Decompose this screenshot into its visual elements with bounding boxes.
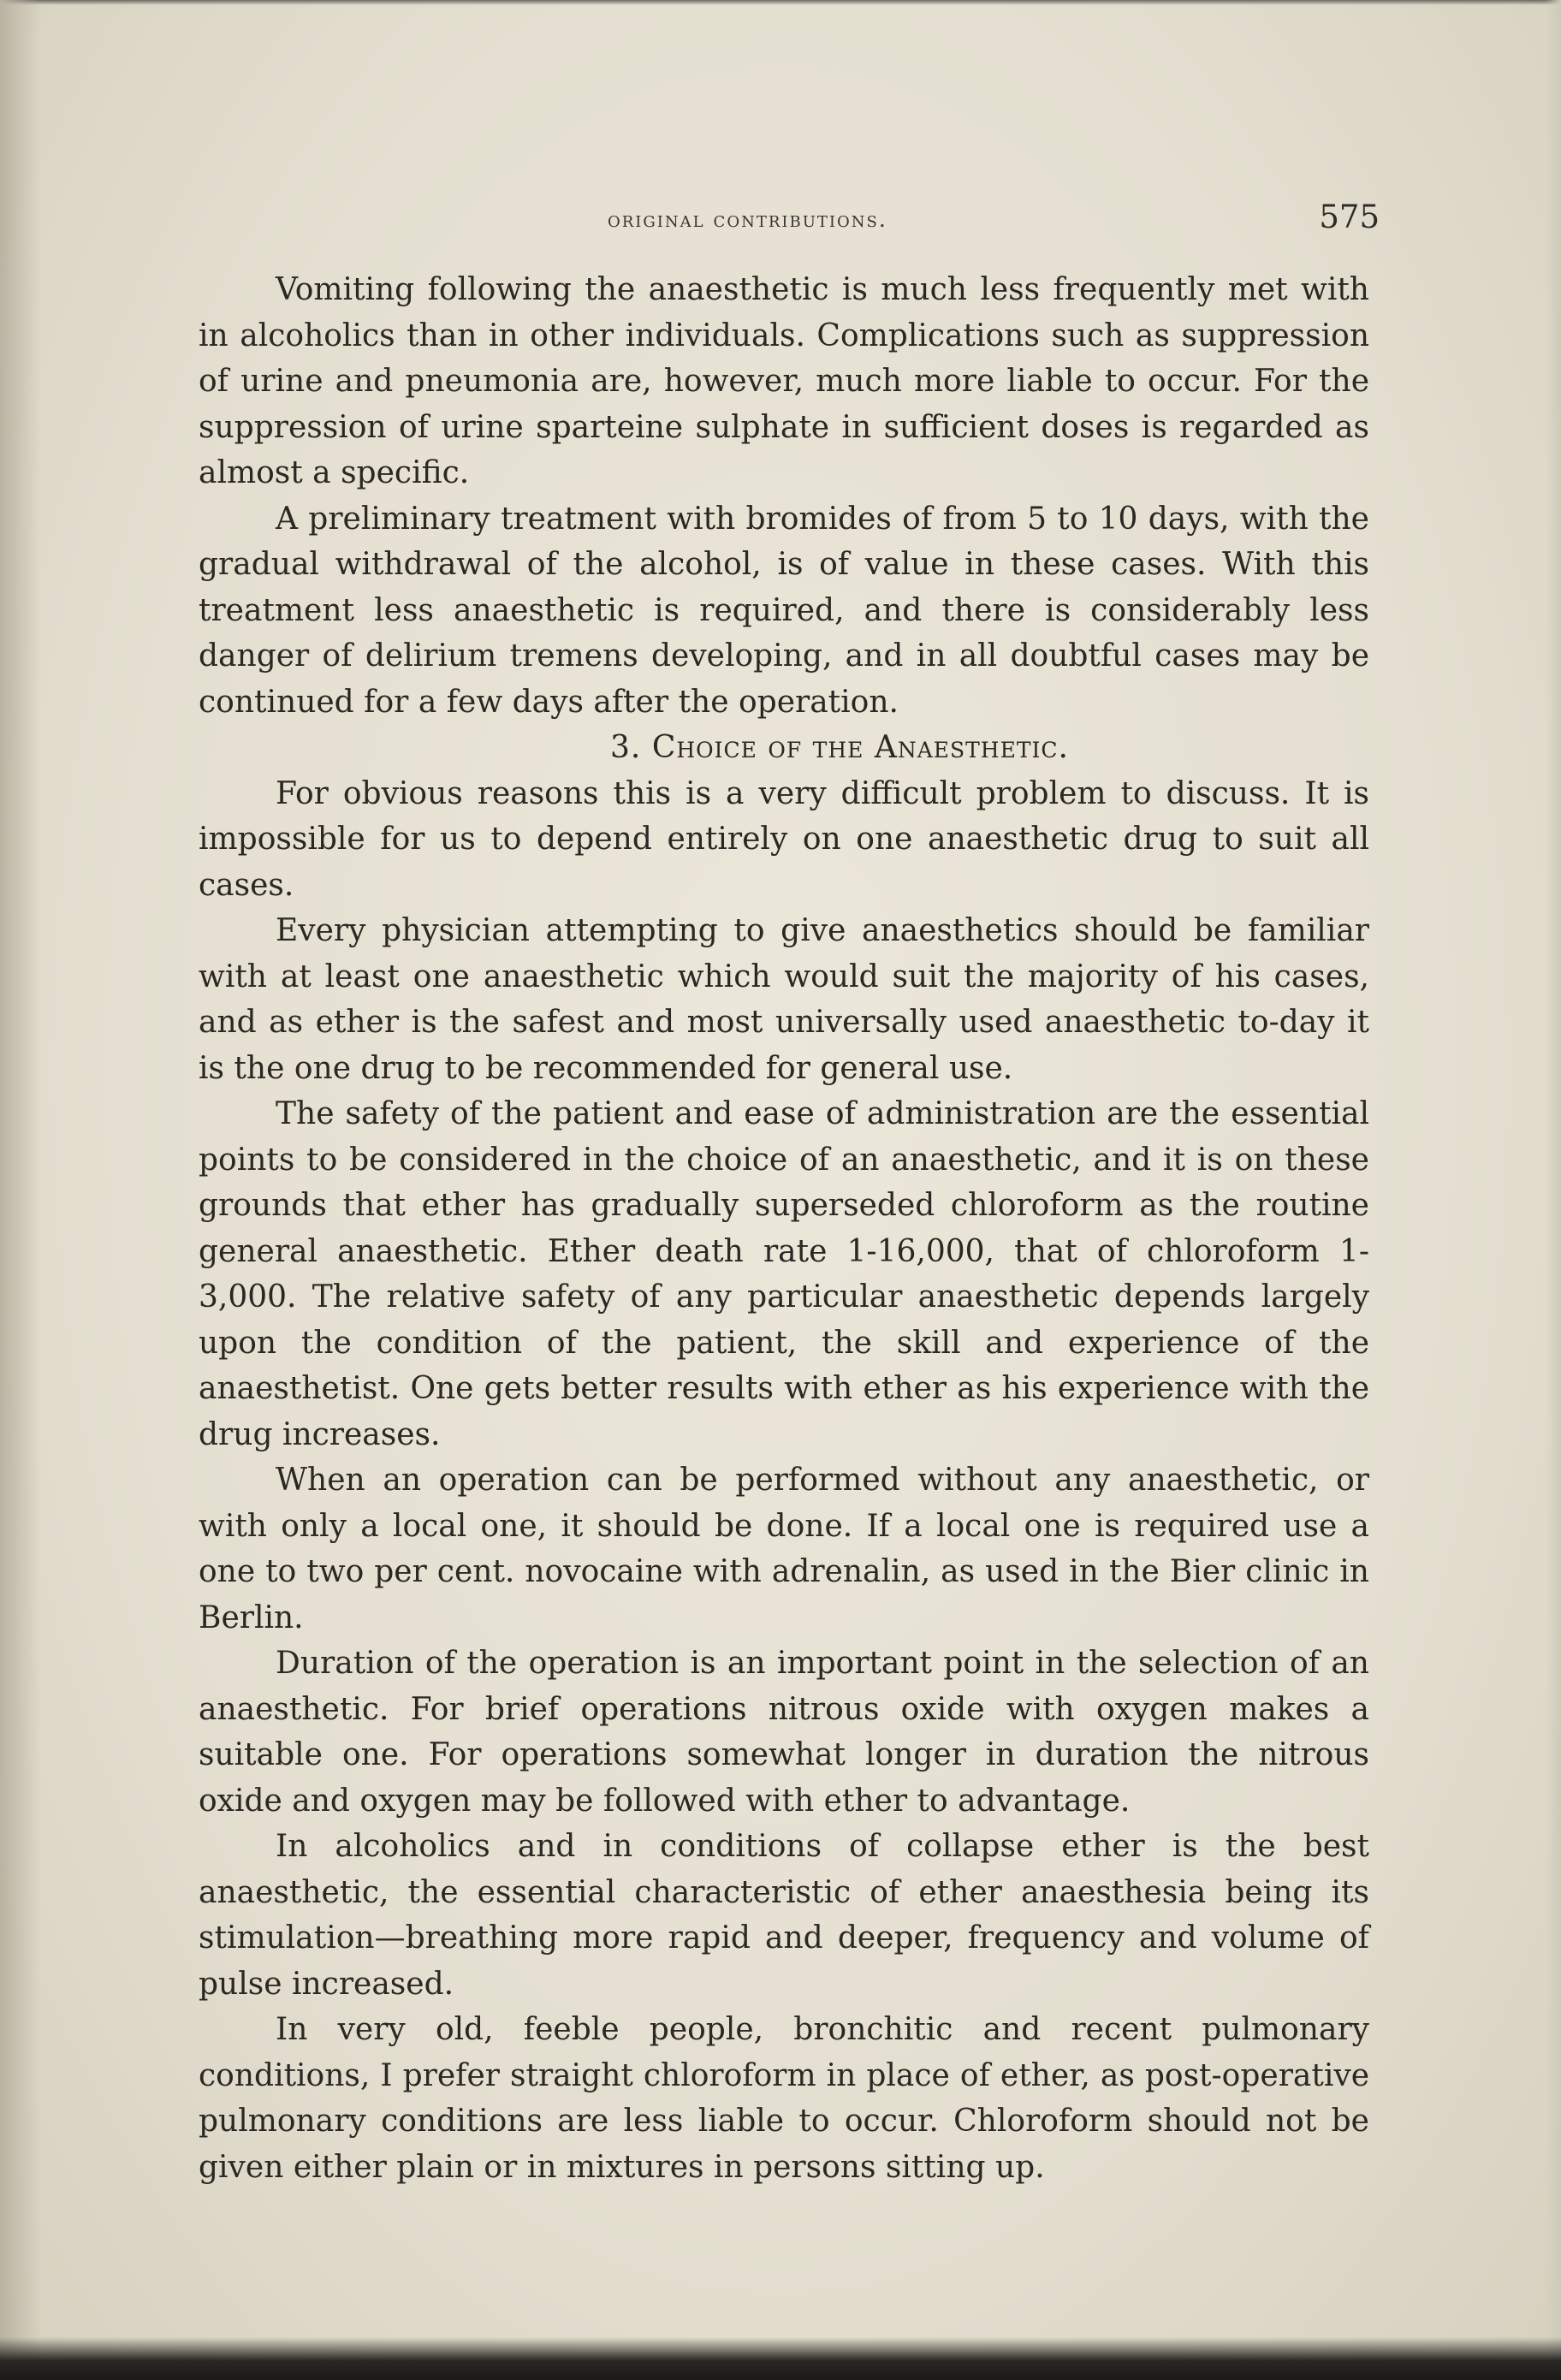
paragraph: Duration of the operation is an important point in the selection of an anaesthetic. For brief operations nitrous oxide with oxygen makes a suitable one. For operations somewhat longer in duration the nitrous oxide and oxygen may be followed with ether to advantage. (199, 1646, 1369, 1819)
running-head: original contributions. (608, 207, 887, 232)
paragraph: When an operation can be performed without any anaesthetic, or with only a local one, it should be done. If a local one is required use a one to two per cent. novocaine with adrenalin, as used in the Bier clinic in Berlin. (199, 1463, 1369, 1635)
paragraph: The safety of the patient and ease of administration are the essential points to be considered in the choice of an anaesthetic, and it is on these grounds that ether has gradually superseded chloroform as the routine general anaesthetic. Ether death rate 1-16,000, that of chloroform 1-3,000. The relative safety of any particular anaesthetic depends largely upon the condition of the patient, the skill and experience of the anaesthetist. One gets better results with ether as his experience with the drug increases. (199, 1096, 1369, 1452)
paragraph: In alcoholics and in conditions of collapse ether is the best anaesthetic, the essential characteristic of ether anaesthesia being its stimulation—breathing more rapid and deeper, frequency and volume of pulse increased. (199, 1829, 1369, 2002)
page-header (199, 199, 1380, 250)
page-right-edge (1546, 0, 1561, 2380)
article-body (199, 267, 1369, 2190)
paragraph: Every physician attempting to give anaesthetics should be familiar with at least one anaesthetic which would suit the majority of his cases, and as ether is the safest and most universally used anaesthetic to-day it is the one drug to be recommended for general use. (199, 913, 1369, 1086)
page-top-edge (0, 0, 1561, 5)
paragraph: A preliminary treatment with bromides of from 5 to 10 days, with the gradual withdrawal of the alcohol, is of value in these cases. With this treatment less anaesthetic is required, and there is considerably less danger of delirium tremens developing, and in all doubtful cases may be continued for a few days after the operation. (199, 501, 1369, 720)
scan-bottom-edge (0, 2337, 1561, 2380)
paragraph: For obvious reasons this is a very difficult problem to discuss. It is impossible for us to depend entirely on one anaesthetic drug to suit all cases. (199, 775, 1369, 903)
paragraph: Vomiting following the anaesthetic is much less frequently met with in alcoholics than in other individuals. Complications such as suppression of urine and pneumonia are, however, much more liable to occur. For the suppression of urine sparteine sulphate in sufficient doses is regarded as almost a specific. (199, 272, 1369, 490)
gutter-shadow (0, 0, 41, 2380)
section-heading: 3. Choice of the Anaesthetic. (610, 730, 1069, 765)
page-number: 575 (1319, 199, 1380, 235)
paragraph: In very old, feeble people, bronchitic and recent pulmonary conditions, I prefer straight chloroform in place of ether, as post-operative pulmonary conditions are less liable to occur. Chloroform should not be given either plain or in mixtures in persons sitting up. (199, 2012, 1369, 2185)
